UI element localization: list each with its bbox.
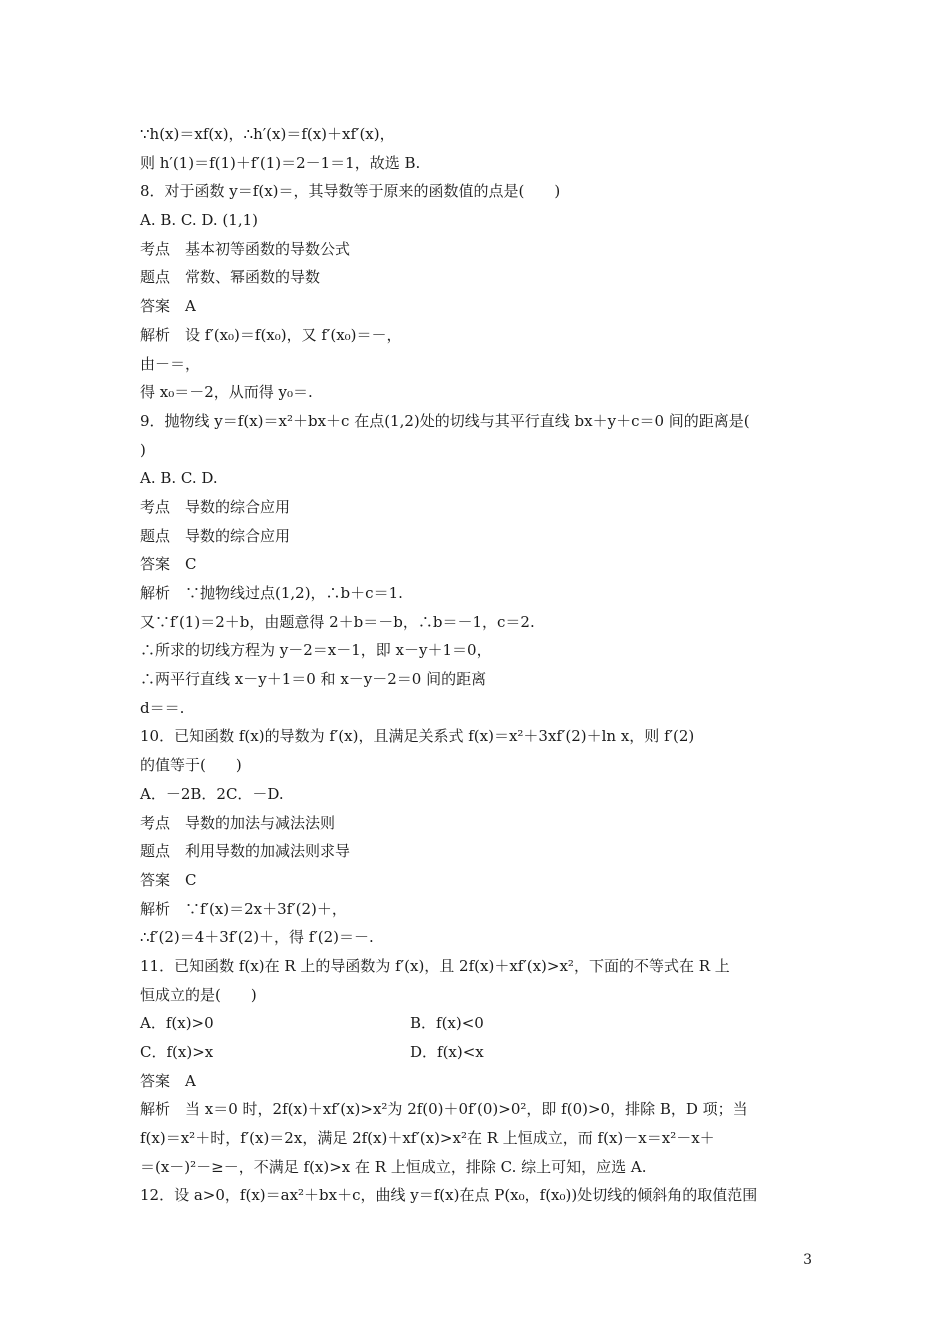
- text-line: 又∵f′(1)＝2＋b，由题意得 2＋b＝－b，∴b＝－1，c＝2.: [140, 612, 535, 631]
- text-line: ∵h(x)＝xf(x)，∴h′(x)＝f(x)＋xf′(x)，: [140, 125, 395, 143]
- text-line: ＝(x－)²－≥－，不满足 f(x)>x 在 R 上恒成立，排除 C. 综上可知，应选 A.: [140, 1157, 647, 1176]
- question-11: 11．已知函数 f(x)在 R 上的导函数为 f′(x)，且 2f(x)＋xf′(x)>x²，下面的不等式在 R 上: [140, 956, 730, 975]
- analysis-10: 解析 ∵f′(x)＝2x＋3f′(2)＋，: [140, 899, 347, 918]
- analysis-11: 解析 当 x＝0 时，2f(x)＋xf′(x)>x²为 2f(0)＋0f′(0)>0²，即 f(0)>0，排除 B，D 项；当: [140, 1100, 748, 1119]
- text-line: ∴f′(2)＝4＋3f′(2)＋，得 f′(2)＝－.: [140, 928, 374, 947]
- text-line: d＝＝.: [140, 698, 185, 717]
- answer-8: 答案 A: [140, 297, 196, 316]
- answer-9: 答案 C: [140, 555, 197, 574]
- analysis-8: 解析 设 f′(x₀)＝f(x₀)，又 f′(x₀)＝－，: [140, 325, 402, 344]
- option-c: C．f(x)>x: [140, 1043, 214, 1061]
- options-9: A. B. C. D.: [140, 469, 218, 488]
- text-line: ∴所求的切线方程为 y－2＝x－1，即 x－y＋1＝0，: [140, 641, 492, 660]
- question-12: 12．设 a>0，f(x)＝ax²＋bx＋c，曲线 y＝f(x)在点 P(x₀，f(x₀))处切线的倾斜角的取值范围: [140, 1186, 758, 1205]
- options-10: A．－2B．2C．－D.: [140, 784, 284, 803]
- subtopic-9: 题点 导数的综合应用: [140, 526, 291, 545]
- subtopic-10: 题点 利用导数的加减法则求导: [140, 842, 351, 861]
- answer-10: 答案 C: [140, 870, 197, 889]
- text-line: ∴两平行直线 x－y＋1＝0 和 x－y－2＝0 间的距离: [140, 670, 487, 689]
- subtopic-8: 题点 常数、幂函数的导数: [140, 268, 321, 287]
- text-line: 恒成立的是( ): [140, 985, 257, 1004]
- text-line: f(x)＝x²＋时，f′(x)＝2x，满足 2f(x)＋xf′(x)>x²在 R 上恒成立，而 f(x)－x＝x²－x＋: [140, 1129, 715, 1148]
- document-page: [140, 120, 820, 1210]
- text-line: 的值等于( ): [140, 756, 242, 775]
- question-9: 9．抛物线 y＝f(x)＝x²＋bx＋c 在点(1,2)处的切线与其平行直线 bx＋y＋c＝0 间的距离是(: [140, 411, 750, 430]
- text-line: ): [140, 440, 146, 459]
- options-11-row-2: [140, 1038, 820, 1067]
- option-d: D．f(x)<x: [410, 1043, 484, 1061]
- options-11-row-1: [140, 1009, 820, 1038]
- option-a: A．f(x)>0: [140, 1014, 214, 1033]
- analysis-9: 解析 ∵抛物线过点(1,2)，∴b＋c＝1.: [140, 584, 403, 602]
- topic-10: 考点 导数的加法与减法法则: [140, 813, 336, 832]
- question-10: 10．已知函数 f(x)的导数为 f′(x)，且满足关系式 f(x)＝x²＋3xf′(2)＋ln x，则 f′(2): [140, 727, 695, 746]
- page-number: 3: [803, 1252, 812, 1268]
- question-8: 8．对于函数 y＝f(x)＝，其导数等于原来的函数值的点是( ): [140, 182, 561, 201]
- option-b: B．f(x)<0: [410, 1014, 484, 1033]
- text-line: 得 x₀＝－2，从而得 y₀＝.: [140, 383, 313, 402]
- text-line: 则 h′(1)＝f(1)＋f′(1)＝2－1＝1，故选 B.: [140, 153, 421, 172]
- text-line: 由－＝，: [140, 354, 201, 373]
- answer-11: 答案 A: [140, 1071, 196, 1090]
- topic-8: 考点 基本初等函数的导数公式: [140, 239, 351, 258]
- topic-9: 考点 导数的综合应用: [140, 497, 291, 516]
- options-8: A. B. C. D. (1,1): [140, 211, 258, 230]
